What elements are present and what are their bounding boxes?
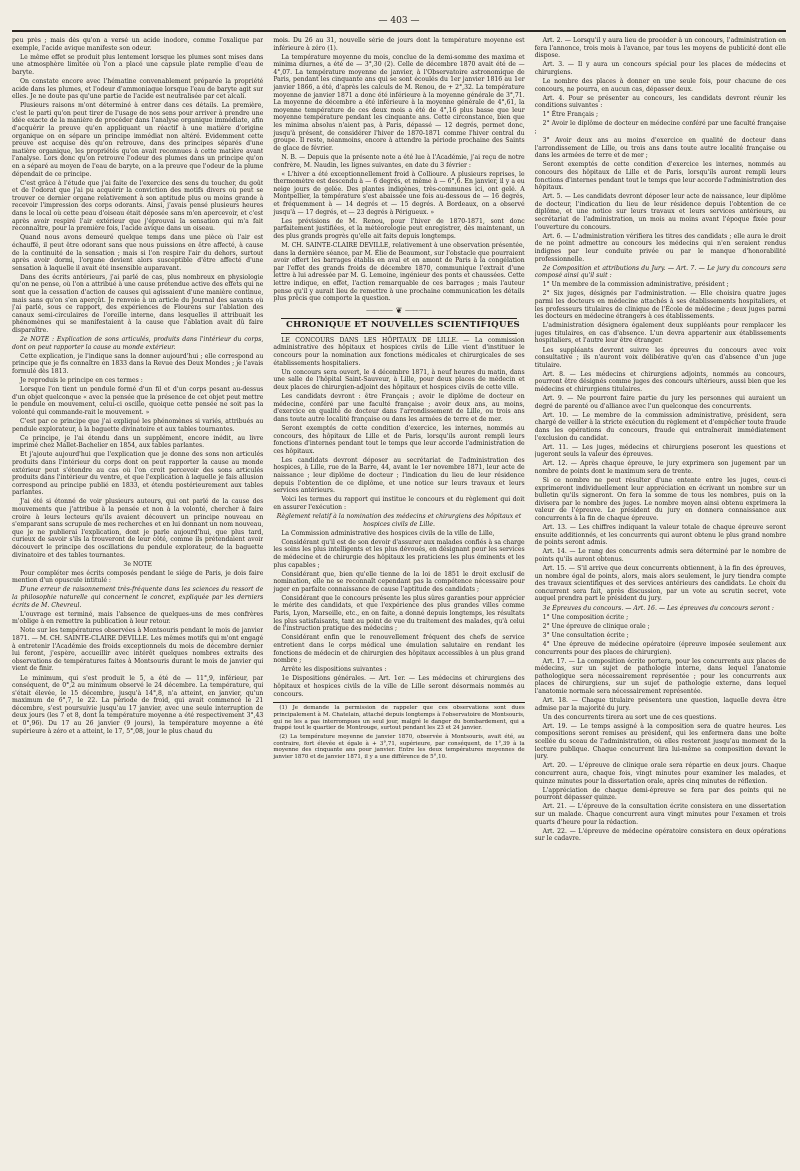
paragraph: Seront exemptés de cette condition d'exercice les internes, nommés au concours des hôpitaux de Lille et de Paris, lorsqu'ils auront rempli leurs fonctions d'internes pendant tout le temps que leur accorde l'administration des hôpitaux. [534,161,786,192]
paragraph: 3° Avoir deux ans au moins d'exercice en qualité de docteur dans l'arrondissement de Lille, ou trois ans dans toute autre localité française ou dans les armées de terre et de mer ; [534,137,786,160]
paragraph: Considérant que le concours présente les plus sûres garanties pour apprécier le mérite des candidats, et que l'expérience des plus grandes villes comme Paris, Lyon, Marseille, etc., en on faite, a donné depuis longtemps, les résultats les plus satisfaisants, tant au point de vue du traitement des malades, qu'à celui de l'instruction pratique des médecins ; [273,594,525,633]
paragraph: 2° Six juges, désignés par l'administration. — Elle choisira quatre juges parmi les docteurs en médecine attachés à ses établissements hospitaliers, et les professeurs titulaires de clinique de l'École de médecine ; deux juges parmi les docteurs en médecine étrangers à ces établissements. [534,290,786,321]
column-3 [535,37,786,1162]
paragraph: Art. 6. — L'administration vérifiera les titres des candidats ; elle aura le droit de ne point admettre au concours les médecins qui n'en seraient rendus indignes par leur conduite privée ou par le manque d'honorabilité professionnelle. [534,232,786,263]
paragraph: 1° Être Français ; [542,111,599,119]
footnote: (2) La température moyenne de janvier 1870, observée à Montsouris, avait été, au contraire, fort élevée et égale à + 3°,71, supérieure, par conséquent, de 1°,39 à la moyenne des cinquante ans pour janvier. Entre les deux températures moyennes de janvier 1870 et de janvier 1871, il y a une différence de 5°,10. [273,733,525,761]
paragraph: Art. 15. — S'il arrive que deux concurrents obtiennent, à la fin des épreuves, un nombre égal de points, alors, mais alors seulement, le jury tiendra compte des travaux scientifiques et des services antérieurs des candidats. Le choix du concurrent sera fait, après discussion, par un vote au scrutin secret, vote auquel prendra part le président du jury. [534,565,786,603]
section-title: CHRONIQUE ET NOUVELLES SCIENTIFIQUES [286,320,520,331]
footnote: (1) Je demande la permission de rappeler que ces observations sont dues principalement à M. Chatelain, attaché depuis longtemps à l'observatoire de Montsouris, qui ne les a pas interrompues un seul jour, malgré le danger du bombardement, qui a frappé tout le quartier de Montrouge, surtout pendant les 23 et 24 janvier. [273,705,525,732]
paragraph: N. B. — Depuis que la présente note a été lue à l'Académie, j'ai reçu de notre confrère, M. Naudin, les lignes suivantes, en date du 3 février : [273,153,525,169]
paragraph: Cette explication, je l'indique sans la donner aujourd'hui ; elle correspond au principe que je fis connaître en 1833 dans la Revue des Deux Mondes ; je l'avais formulé dès 1813. [12,352,264,375]
paragraph: LE CONCOURS DANS LES HÔPITAUX DE LILLE. — La commission administrative des hôpitaux et hospices civils de Lille vient d'instituer le concours pour la nomination aux fonctions médicales et chirurgicales de ses établissements hospitaliers. [273,336,525,367]
note-heading: 2e NOTE : Explication de sons articulés, produits dans l'intérieur du corps, dont on peut rapporter la cause au monde extérieur. [12,336,264,351]
paragraph: Art. 11. — Les juges, médecins et chirurgiens poseront les questions et jugeront seuls la valeur des épreuves. [534,443,786,459]
header-rule [12,30,786,32]
paragraph: Les prévisions de M. Renou, pour l'hiver de 1870-1871, sont donc parfaitement justifiées, et la météorologie peut enregistrer, dès maintenant, un des plus grands progrès qu'elle ait faits depuis longtemps. [273,217,525,240]
page-number: — 403 — [378,16,420,26]
column-2 [273,37,524,1162]
subsection-heading: 2e Composition et attributions du Jury. — Art. 7. — Le jury du concours sera composé ainsi qu'il suit : [534,264,786,280]
regulation-title: Règlement relatif à la nomination des médecins et chirurgiens des hôpitaux et hospices civils de Lille. [276,512,522,528]
section-rule [281,318,516,319]
paragraph: Les candidats devront déposer au secrétariat de l'administration des hospices, à Lille, rue de la Barre, 44, avant le 1er novembre 1871, leur acte de naissance ; leur diplôme de docteur ; l'indication du lieu de leur résidence depuis l'obtention de ce diplôme, et une notice sur leurs travaux et leurs services antérieurs. [273,456,525,495]
paragraph: Art. 17. — La composition écrite portera, pour les concurrents aux places de médecins, sur un sujet de pathologie interne, dans lequel l'anatomie pathologique sera nécessairement représentée ; pour les concurrents aux places de chirurgiens, sur un sujet de pathologie externe, dans lequel l'anatomie normale sera nécessairement représentée. [534,657,786,695]
paragraph: Le même effet se produit plus lentement lorsque les plumes sont mises dans une atmosphère limitée où l'on a placé une capsule plate remplie d'eau de baryte. [12,53,264,76]
paragraph: Plusieurs raisons m'ont déterminé à entrer dans ces détails. La première, c'est le parti qu'on peut tirer de l'usage de nos sens pour arriver à prendre une idée exacte de la manière de procéder dans l'analyse organique immédiate, afin d'acquérir la preuve qu'en appliquant un réactif à une matière d'origine organique on en sépare un principe immédiat non altéré. Evidemment cette preuve est acquise dès qu'on retrouve, dans des principes séparés d'une matière organique, les propriétés qu'on avait reconnues à cette matière avant l'analyse. Lors donc qu'on retrouve l'odeur des plumes dans un principe qu'on en a séparé au moyen de l'eau de baryte, on a la preuve que l'odeur de la plume dépendait de ce principe. [12,102,264,178]
paragraph: 1° Un membre de la commission administrative, président ; [542,281,729,289]
paragraph: Art. 22. — L'épreuve de médecine opératoire consistera en deux opérations sur le cadavre. [534,827,786,843]
paragraph: Lorsque l'on tient un pendule formé d'un fil et d'un corps pesant au-dessus d'un objet quelconque « avec la pensée que la présence de cet objet peut mettre le pendule en mouvement, celui-ci oscille, quoique cette pensée ne soit pas la volonté qui commande-rait le mouvement. » [12,386,264,416]
paragraph: Considérant enfin que le renouvellement fréquent des chefs de service entretient dans le corps médical une émulation salutaire en rendant les fonctions de médecin et de chirurgien des hôpitaux accessibles à un plus grand nombre ; [273,634,525,665]
article-heading: Note sur les températures observées à Montsouris pendant le mois de janvier 1871. — M. CH. SAINTE-CLAIRE DEVILLE. Les mêmes motifs qui m'ont engagé à entretenir l'Académie des froids exceptionnels du mois de décembre dernier lui feront, j'espère, accueillir avec intérêt quelques nombres extraits des observations de températures faites à Montsouris durant le mois de janvier qui vient de finir. [12,627,264,673]
paragraph: Art. 10. — Le membre de la commission administrative, président, sera chargé de veiller à la stricte exécution du règlement et d'empêcher toute fraude dans les opérations du concours, fraude qui entraînerait immédiatement l'exclusion du candidat. [534,411,786,442]
section-rule [281,333,516,334]
paragraph: Art. 9. — Ne pourront faire partie du jury les personnes qui auraient un degré de parenté ou d'alliance avec l'un quelconque des concurrents. [534,395,786,410]
paragraph: Art. 19. — Le temps assigné à la composition sera de quatre heures. Les compositions seront remises au président, qui les enfermera dans une boîte scellée du sceau de l'administration, où elles resteront jusqu'au moment de la lecture publique. Chaque concurrent lira lui-même sa composition devant le jury. [534,722,786,761]
paragraph: Considérant que, bien qu'elle tienne de la loi de 1851 le droit exclusif de nomination, elle ne se reconnaît cependant pas la compétence nécessaire pour juger en parfaite connaissance de cause l'aptitude des candidats ; [273,570,525,593]
paragraph: C'est grâce à l'étude que j'ai faite de l'exercice des sens du toucher, du goût et de l'odorat que j'ai pu acquérir la conviction des motifs divers où peut se trouver ce dernier organe relativement à son aptitude plus ou moins grande à recevoir l'impression des corps odorants. Ainsi, j'avais pensé plusieurs heures dans le local où cette peau d'oiseau était déposée sans m'en apercevoir, et c'est après avoir respiré l'air extérieur que j'éprouvai la sensation qui m'a fait reconnaître, pour la première fois, l'acide avique dans un oiseau. [12,179,264,233]
paragraph: 1e Dispositions générales. — Art. 1er. — Les médecins et chirurgiens des hôpitaux et hospices civils de la ville de Lille seront désormais nommés au concours. [273,675,525,698]
subsection-heading: 3e Épreuves du concours. — Art. 16. — Les épreuves du concours seront : [542,604,774,612]
paragraph: Art. 3. — Il y aura un concours spécial pour les places de médecins et chirurgiens. [534,61,786,76]
paragraph: Art. 21. — L'épreuve de la consultation écrite consistera en une dissertation sur un malade. Chaque concurrent aura vingt minutes pour l'examen et trois quarts d'heure pour la rédaction. [534,803,786,826]
paragraph: Art. 18. — Chaque titulaire présentera une question, laquelle devra être admise par la majorité du jury. [534,697,786,712]
paragraph: Arrête les dispositions suivantes : [281,666,387,674]
paragraph: Ce principe, je l'ai étendu dans un supplément, encore inédit, au livre imprimé chez Mallet-Bachelier en 1854, aux tables parlantes. [12,434,264,450]
paragraph: peu près ; mais dès qu'on a versé un acide inodore, comme l'oxalique par exemple, l'acide avique manifeste son odeur. [12,37,264,52]
paragraph: Dans des écrits antérieurs, j'ai parlé de cas, plus nombreux en physiologie qu'on ne pense, où l'on a attribué à une cause prétendue active des effets qui ne sont que la cessation d'action de causes qui agissaient d'une manière continue, mais sans qu'on s'en aperçût. Je renvoie à un article du Journal des savants où j'ai parlé, sous ce rapport, des expériences de Flourens sur l'ablation des canaux semi-circulaires de l'oreille interne, dans lesquelles il attribuait les phénomènes qui se manifestaient à la cause que l'ablation avait dû faire disparaître. [12,273,264,334]
column-1 [12,37,263,1162]
paragraph: La température moyenne du mois, conclue de la demi-somme des maxima et minima diurnes, a été de — 3°,30 (2). Celle de décembre 1870 avait été de — 4°,07. La température moyenne de janvier, à l'Observatoire astronomique de Paris, pendant les cinquante ans qui se sont écoulés du 1er janvier 1816 au 1er janvier 1866, a été, d'après les calculs de M. Renou, de + 2°,32. La température moyenne de janvier 1871 a donc été inférieure à la moyenne générale de 3°,71. La moyenne de décembre a été inférieure à la moyenne générale de 4°,61, la moyenne température de ces deux mois a été de 4°,16 plus basse que leur moyenne température pendant les cinquante ans. Cette circonstance, bien que les minima absolus n'aient pas, à Paris, dépassé — 12 degrés, permet donc, jusqu'à présent, de considérer l'hiver de 1870-1871 comme l'hiver central du groupe. Il reste, néanmoins, encore à attendre la période prochaine des Saints de glace de février. [273,53,525,152]
paragraph: 2° Une épreuve de clinique orale ; [542,622,650,630]
paragraph: mois. Du 26 au 31, nouvelle série de jours dont la température moyenne est inférieure à zéro (1). [273,37,525,52]
opuscule-title: D'une erreur de raisonnement très-fréquente dans les sciences du ressort de la philosophie naturelle qui concernent le concret, expliquée par les derniers écrits de M. Chevreul. [12,586,264,609]
paragraph: Voici les termes du rapport qui institue le concours et du règlement qui doit en assurer l'exécution : [273,496,525,511]
paragraph: Un concours sera ouvert, le 4 décembre 1871, à neuf heures du matin, dans une salle de l'hôpital Saint-Sauveur, à Lille, pour deux places de médecin et deux places de chirurgien-adjoint des hôpitaux et hospices civils de cette ville. [273,368,525,391]
paragraph: Et j'ajoute aujourd'hui que l'explication que je donne des sons non articulés produits dans l'intérieur du corps dont on peut rapporter la cause au monde extérieur peut s'étendre au cas où l'on croit percevoir des sons articulés produits dans l'intérieur du ventre, et que l'explication à laquelle je fais allusion correspond au principe publié en 1833, et étendu postérieurement aux tables parlantes. [12,451,264,497]
paragraph: L'appréciation de chaque demi-épreuve se fera par des points qui ne pourront dépasser quinze. [534,786,786,802]
paragraph: Les candidats devront : être Français ; avoir le diplôme de docteur en médecine, conféré par une faculté française ; avoir deux ans, au moins, d'exercice en qualité de docteur dans l'arrondissement de Lille, ou trois ans dans toute autre localité française ou dans les armées de terre et de mer. [273,393,525,423]
paragraph: 1° Une composition écrite ; [542,613,629,621]
paragraph: Pour compléter mes écrits composés pendant le siége de Paris, je dois faire mention d'un opuscule intitulé : [12,569,264,585]
paragraph: Art. 13. — Les chiffres indiquant la valeur totale de chaque épreuve seront ensuite additionnés, et les concurrents qui auront obtenu le plus grand nombre de points seront admis. [534,524,786,547]
paragraph: C'est par ce principe que j'ai expliqué les phénomènes si variés, attribués au pendule explorateur, à la baguette divinatoire et aux tables tournantes. [12,418,264,433]
paragraph: Art. 4. Pour se présenter au concours, les candidats devront réunir les conditions suivantes : [534,94,786,110]
paragraph: Seront exemptés de cette condition d'exercice, les internes, nommés au concours, des hôpitaux de Lille et de Paris, lorsqu'ils auront rempli leurs fonctions d'internes pendant tout le temps que leur accorde l'administration de ces hôpitaux. [273,424,525,455]
paragraph: Art. 12. — Après chaque épreuve, le jury exprimera son jugement par un nombre de points dont le maximum sera de trente. [534,460,786,475]
columns [12,37,786,1162]
paragraph: Art. 2. — Lorsqu'il y aura lieu de procéder à un concours, l'administration en fera l'annonce, trois mois à l'avance, par tous les moyens de publicité dont elle dispose. [534,37,786,60]
paragraph: Art. 5. — Les candidats devront déposer leur acte de naissance, leur diplôme de docteur, l'indication du lieu de leur résidence depuis l'obtention de ce diplôme, et une notice sur leurs travaux et leurs services antérieurs, au secrétariat de l'administration, un mois au moins avant l'époque fixée pour l'ouverture du concours. [534,193,786,231]
quote-paragraph: « L'hiver a été exceptionnellement froid à Collioure. A plusieurs reprises, le thermomètre est descendu à — 6 degrés, et même à — 6°,6. En janvier, il y a eu neige jours de gelée. Des plantes indigènes, très-communes ici, ont gelé. A Montpellier, la température s'est abaissée une fois au-dessous de — 16 degrés, et fréquemment à — 14 degrés et — 15 degrés. A Bordeaux, on a observé jusqu'à — 17 degrés, et — 23 degrés à Périgueux. » [273,170,525,216]
paragraph: 3° Une consultation écrite ; [542,631,629,639]
paragraph: La Commission administrative des hospices civils de la ville de Lille, [281,529,495,537]
paragraph: Le nombre des places à donner en une seule fois, pour chacune de ces concours, ne pourra, en aucun cas, dépasser deux. [534,77,786,93]
paragraph: Je reproduis le principe en ces termes : [20,377,143,385]
paragraph: 4° Une épreuve de médecine opératoire (épreuve imposée seulement aux concurrents pour des places de chirurgien). [534,640,786,656]
paragraph: M. CH. SAINTE-CLAIRE DEVILLE, relativement à une observation présentée, dans la dernière séance, par M. Élie de Beaumont, sur l'obstacle que pourraient avoir offert les barrages établis en aval et en amont de Paris à la congélation par l'effet des grands froids de décembre 1870, communique l'extrait d'une lettre à lui adressée par M. G. Lemoine, ingénieur des ponts et chaussées. Cette lettre indique, en effet, l'action remarquable de ces barrages ; mais l'auteur pense qu'il y aurait lieu de remettre à une prochaine communication les détails plus précis que comporte la question. [273,241,525,303]
paragraph: Art. 8. — Les médecins et chirurgiens adjoints, nommés au concours, pourront être désignés comme juges des concours ultérieurs, aussi bien que les médecins et chirurgiens titulaires. [534,370,786,394]
ornament-divider: ⸺⸺ ❦ ⸺⸺ [366,305,432,315]
paragraph: L'ouvrage est terminé, mais l'absence de quelques-uns de mes confrères m'oblige à en remettre la publication à leur retour. [12,610,264,626]
paragraph: 2° Avoir le diplôme de docteur en médecine conféré par une faculté française ; [534,120,786,136]
footnotes [273,702,524,761]
note-heading: 3e NOTE [123,560,152,568]
paragraph: Si ce nombre ne peut résulter d'une entente entre les juges, ceux-ci exprimeront individuellement leur appréciation en écrivant un nombre sur un bulletin qu'ils signeront. On fera la somme de tous les nombres, puis on la divisera par le nombre des juges. Le nombre moyen ainsi obtenu exprimera la valeur de l'épreuve. Le président du jury en donnera connaissance aux concurrents à la fin de chaque épreuve. [534,477,786,523]
paragraph: Art. 20. — L'épreuve de clinique orale sera répartie en deux jours. Chaque concurrent aura, chaque fois, vingt minutes pour examiner les malades, et quinze minutes pour la dissertation orale, après cinq minutes de réflexion. [534,762,786,785]
paragraph: J'ai été si étonné de voir plusieurs auteurs, qui ont parlé de la cause des mouvements que j'attribue à la pensée et non à la volonté, chercher à faire croire à leurs lecteurs qu'ils avaient découvert un principe nouveau en s'emparant sans scrupule de mes recherches et en lui donnant un nom nouveau, que je ne publierai l'explication, dont je parle aujourd'hui, que plus tard, curieux de savoir s'ils la trouveront de leur côté, comme ils prétendaient avoir découvert le principe des oscillations du pendule explorateur, de la baguette divinatoire et des tables tournantes. [12,498,264,559]
paragraph: L'administration désignera également deux suppléants pour remplacer les juges titulaires, en cas d'absence. L'un devra appartenir aux établissements hospitaliers, et l'autre leur être étranger. [534,322,786,345]
paragraph: Quand nous avons demeuré quelque temps dans une pièce où l'air est échauffé, il peut être odorant sans que nous puissions en être affecté, à cause de la continuité de la sensation ; mais si l'on respire l'air du dehors, surtout après avoir dormi, l'organe devient alors susceptible d'être affecté d'une sensation à laquelle il avait été insensible auparavant. [12,234,264,272]
paragraph: Considérant qu'il est de son devoir d'assurer aux malades confiés à sa charge les soins les plus intelligents et les plus dévoués, en désignant pour les services de médecine et de chirurgie des hôpitaux les praticiens les plus éminents et les plus capables ; [273,538,525,569]
paragraph: Le minimum, qui s'est produit le 5, a été de — 11°,9, inférieur, par conséquent, de 0°,2 au minimum observé le 24 décembre. La température, qui s'était élevée, le 15 décembre, jusqu'à 14°,8, n'a atteint, en janvier, qu'un maximum de 6°,7, le 22. La période de froid, qui avait commencé le 21 décembre, s'est poursuivie jusqu'au 17 janvier, avec une seule interruption de deux jours (les 7 et 8, dont la température moyenne a été respectivement 3°,43 et 0°,96). Du 17 au 26 janvier (9 jours), la température moyenne a été supérieure à zéro et a atteint, le 17, 5°,08, jour le plus chaud du [12,674,264,735]
paragraph: Les suppléants devront suivre les épreuves du concours avec voix consultative ; ils n'auront voix délibérative qu'en cas d'absence d'un juge titulaire. [534,346,786,369]
paragraph: Art. 14. — Le rang des concurrents admis sera déterminé par le nombre de points qu'ils auront obtenus. [534,548,786,563]
paragraph: On constate encore avec l'hématine convenablement préparée la propriété acide dans les plumes, et l'odeur d'ammoniaque lorsque l'eau de baryte agit sur elles. Je ne doute pas qu'une partie de l'acide est neutralisée par cet alcali. [12,77,264,101]
paragraph: Un des concurrents tirera au sort une de ces questions. [542,713,717,721]
